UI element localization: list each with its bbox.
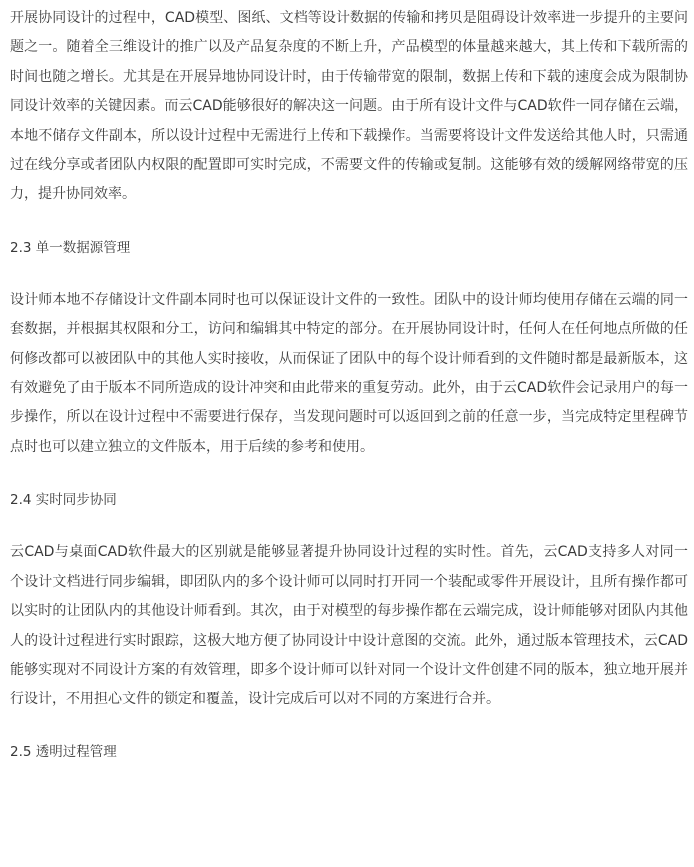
- article-body: [10, 4, 688, 762]
- section-heading-2-3: 2.3 单一数据源管理: [10, 239, 131, 256]
- section-heading-2-4: 2.4 实时同步协同: [10, 492, 117, 509]
- paragraph-realtime-sync: 云CAD与桌面CAD软件最大的区别就是能够显著提升协同设计过程的实时性。首先，云CAD支持多人对同一个设计文档进行同步编辑，即团队内的多个设计师可以同时打开同一个装配或零件开展设计，且所有操作都可以实时的让团队内的其他设计师看到。其次，由于对模型的每步操作都在云端完成，设计师能够对团队内其他人的设计过程进行实时跟踪，这极大地方便了协同设计中设计意图的交流。此外，通过版本管理技术，云CAD能够实现对不同设计方案的有效管理，即多个设计师可以针对同一个设计文件创建不同的版本，独立地开展并行设计，不用担心文件的锁定和覆盖，设计完成后可以对不同的方案进行合并。: [10, 544, 688, 708]
- paragraph-single-data-source: 设计师本地不存储设计文件副本同时也可以保证设计文件的一致性。团队中的设计师均使用存储在云端的同一套数据，并根据其权限和分工，访问和编辑其中特定的部分。在开展协同设计时，任何人在任何地点所做的任何修改都可以被团队中的其他人实时接收，从而保证了团队中的每个设计师看到的文件随时都是最新版本，这有效避免了由于版本不同所造成的设计冲突和由此带来的重复劳动。此外，由于云CAD软件会记录用户的每一步操作，所以在设计过程中不需要进行保存，当发现问题时可以返回到之前的任意一步，当完成特定里程碑节点时也可以建立独立的文件版本，用于后续的参考和使用。: [10, 291, 688, 455]
- paragraph-file-transfer: 开展协同设计的过程中，CAD模型、图纸、文档等设计数据的传输和拷贝是阻碍设计效率进一步提升的主要问题之一。随着全三维设计的推广以及产品复杂度的不断上升，产品模型的体量越来越大，其上传和下载所需的时间也随之增长。尤其是在开展异地协同设计时，由于传输带宽的限制，数据上传和下载的速度会成为限制协同设计效率的关键因素。而云CAD能够很好的解决这一问题。由于所有设计文件与CAD软件一同存储在云端，本地不储存文件副本，所以设计过程中无需进行上传和下载操作。当需要将设计文件发送给其他人时，只需通过在线分享或者团队内权限的配置即可实时完成，不需要文件的传输或复制。这能够有效的缓解网络带宽的压力，提升协同效率。: [10, 10, 688, 203]
- section-heading-2-5: 2.5 透明过程管理: [10, 743, 117, 760]
